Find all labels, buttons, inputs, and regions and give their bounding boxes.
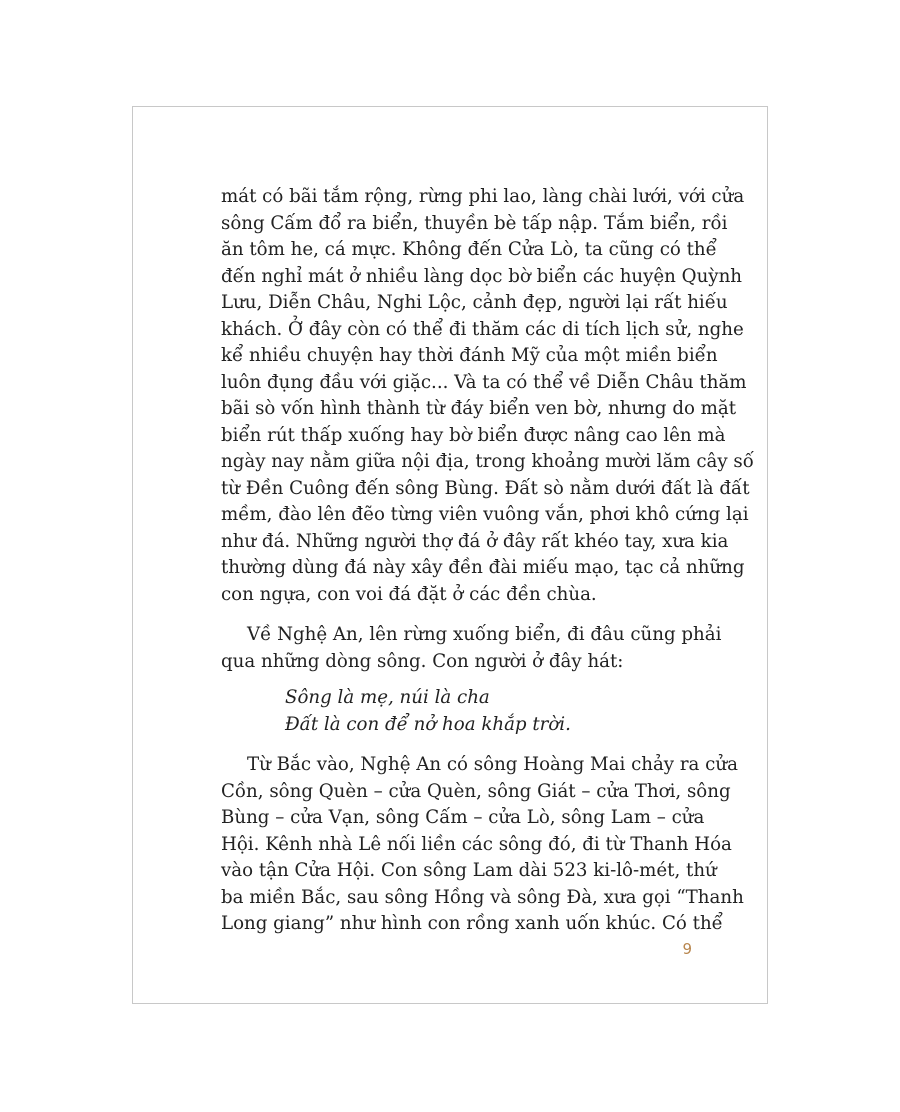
text-line: Bùng – cửa Vạn, sông Cấm – cửa Lò, sông Lam – cửa: [221, 807, 705, 828]
text-line: ba miền Bắc, sau sông Hồng và sông Đà, xưa gọi “Thanh: [221, 886, 744, 908]
text-line: Cồn, sông Quèn – cửa Quèn, sông Giát – cửa Thơi, sông: [221, 780, 731, 802]
text-line: Từ Bắc vào, Nghệ An có sông Hoàng Mai chảy ra cửa: [247, 754, 738, 775]
text-line: đến nghỉ mát ở nhiều làng dọc bờ biển các huyện Quỳnh: [221, 265, 742, 287]
text-line: vào tận Cửa Hội. Con sông Lam dài 523 ki-lô-mét, thứ: [221, 860, 717, 881]
paragraph-2: [221, 622, 722, 675]
body-text: [221, 184, 754, 938]
text-line: thường dùng đá này xây đền đài miếu mạo, tạc cả những: [221, 557, 745, 578]
text-line: Về Nghệ An, lên rừng xuống biển, đi đâu cũng phải: [247, 624, 722, 645]
verse-line: Đất là con để nở hoa khắp trời.: [285, 713, 571, 735]
paragraph-spacer: [221, 608, 687, 622]
text-line: bãi sò vốn hình thành từ đáy biển ven bờ, nhưng do mặt: [221, 398, 737, 419]
text-line: từ Đền Cuông đến sông Bùng. Đất sò nằm dưới đất là đất: [221, 477, 750, 499]
text-line: mát có bãi tắm rộng, rừng phi lao, làng chài lưới, với cửa: [221, 186, 745, 207]
text-line: mềm, đào lên đẽo từng viên vuông vắn, phơi khô cứng lại: [221, 504, 749, 525]
text-line: sông Cấm đổ ra biển, thuyền bè tấp nập. Tắm biển, rồi: [221, 212, 728, 234]
text-line: Lưu, Diễn Châu, Nghi Lộc, cảnh đẹp, người lại rất hiếu: [221, 292, 728, 313]
text-line: ăn tôm he, cá mực. Không đến Cửa Lò, ta cũng có thể: [221, 239, 717, 260]
verse-block: [221, 685, 687, 738]
text-line: ngày nay nằm giữa nội địa, trong khoảng mười lăm cây số: [221, 451, 754, 472]
text-line: khách. Ở đây còn có thể đi thăm các di tích lịch sử, nghe: [221, 318, 744, 340]
page-number: 9: [682, 940, 692, 958]
verse-spacer: [221, 675, 687, 685]
text-line: Hội. Kênh nhà Lê nối liền các sông đó, đi từ Thanh Hóa: [221, 833, 732, 855]
text-line: luôn đụng đầu với giặc... Và ta có thể về Diễn Châu thăm: [221, 371, 747, 393]
paragraph-3: [221, 752, 744, 938]
text-line: biển rút thấp xuống hay bờ biển được nâng cao lên mà: [221, 424, 726, 446]
text-line: kể nhiều chuyện hay thời đánh Mỹ của một miền biển: [221, 345, 718, 366]
text-line: con ngựa, con voi đá đặt ở các đền chùa.: [221, 583, 597, 605]
paragraph-1: [221, 184, 754, 608]
text-line: Long giang” như hình con rồng xanh uốn khúc. Có thể: [221, 913, 723, 934]
text-line: qua những dòng sông. Con người ở đây hát:: [221, 650, 624, 672]
text-line: như đá. Những người thợ đá ở đây rất khéo tay, xưa kia: [221, 530, 729, 552]
paragraph-spacer: [221, 738, 687, 752]
verse-line: Sông là mẹ, núi là cha: [285, 687, 490, 708]
